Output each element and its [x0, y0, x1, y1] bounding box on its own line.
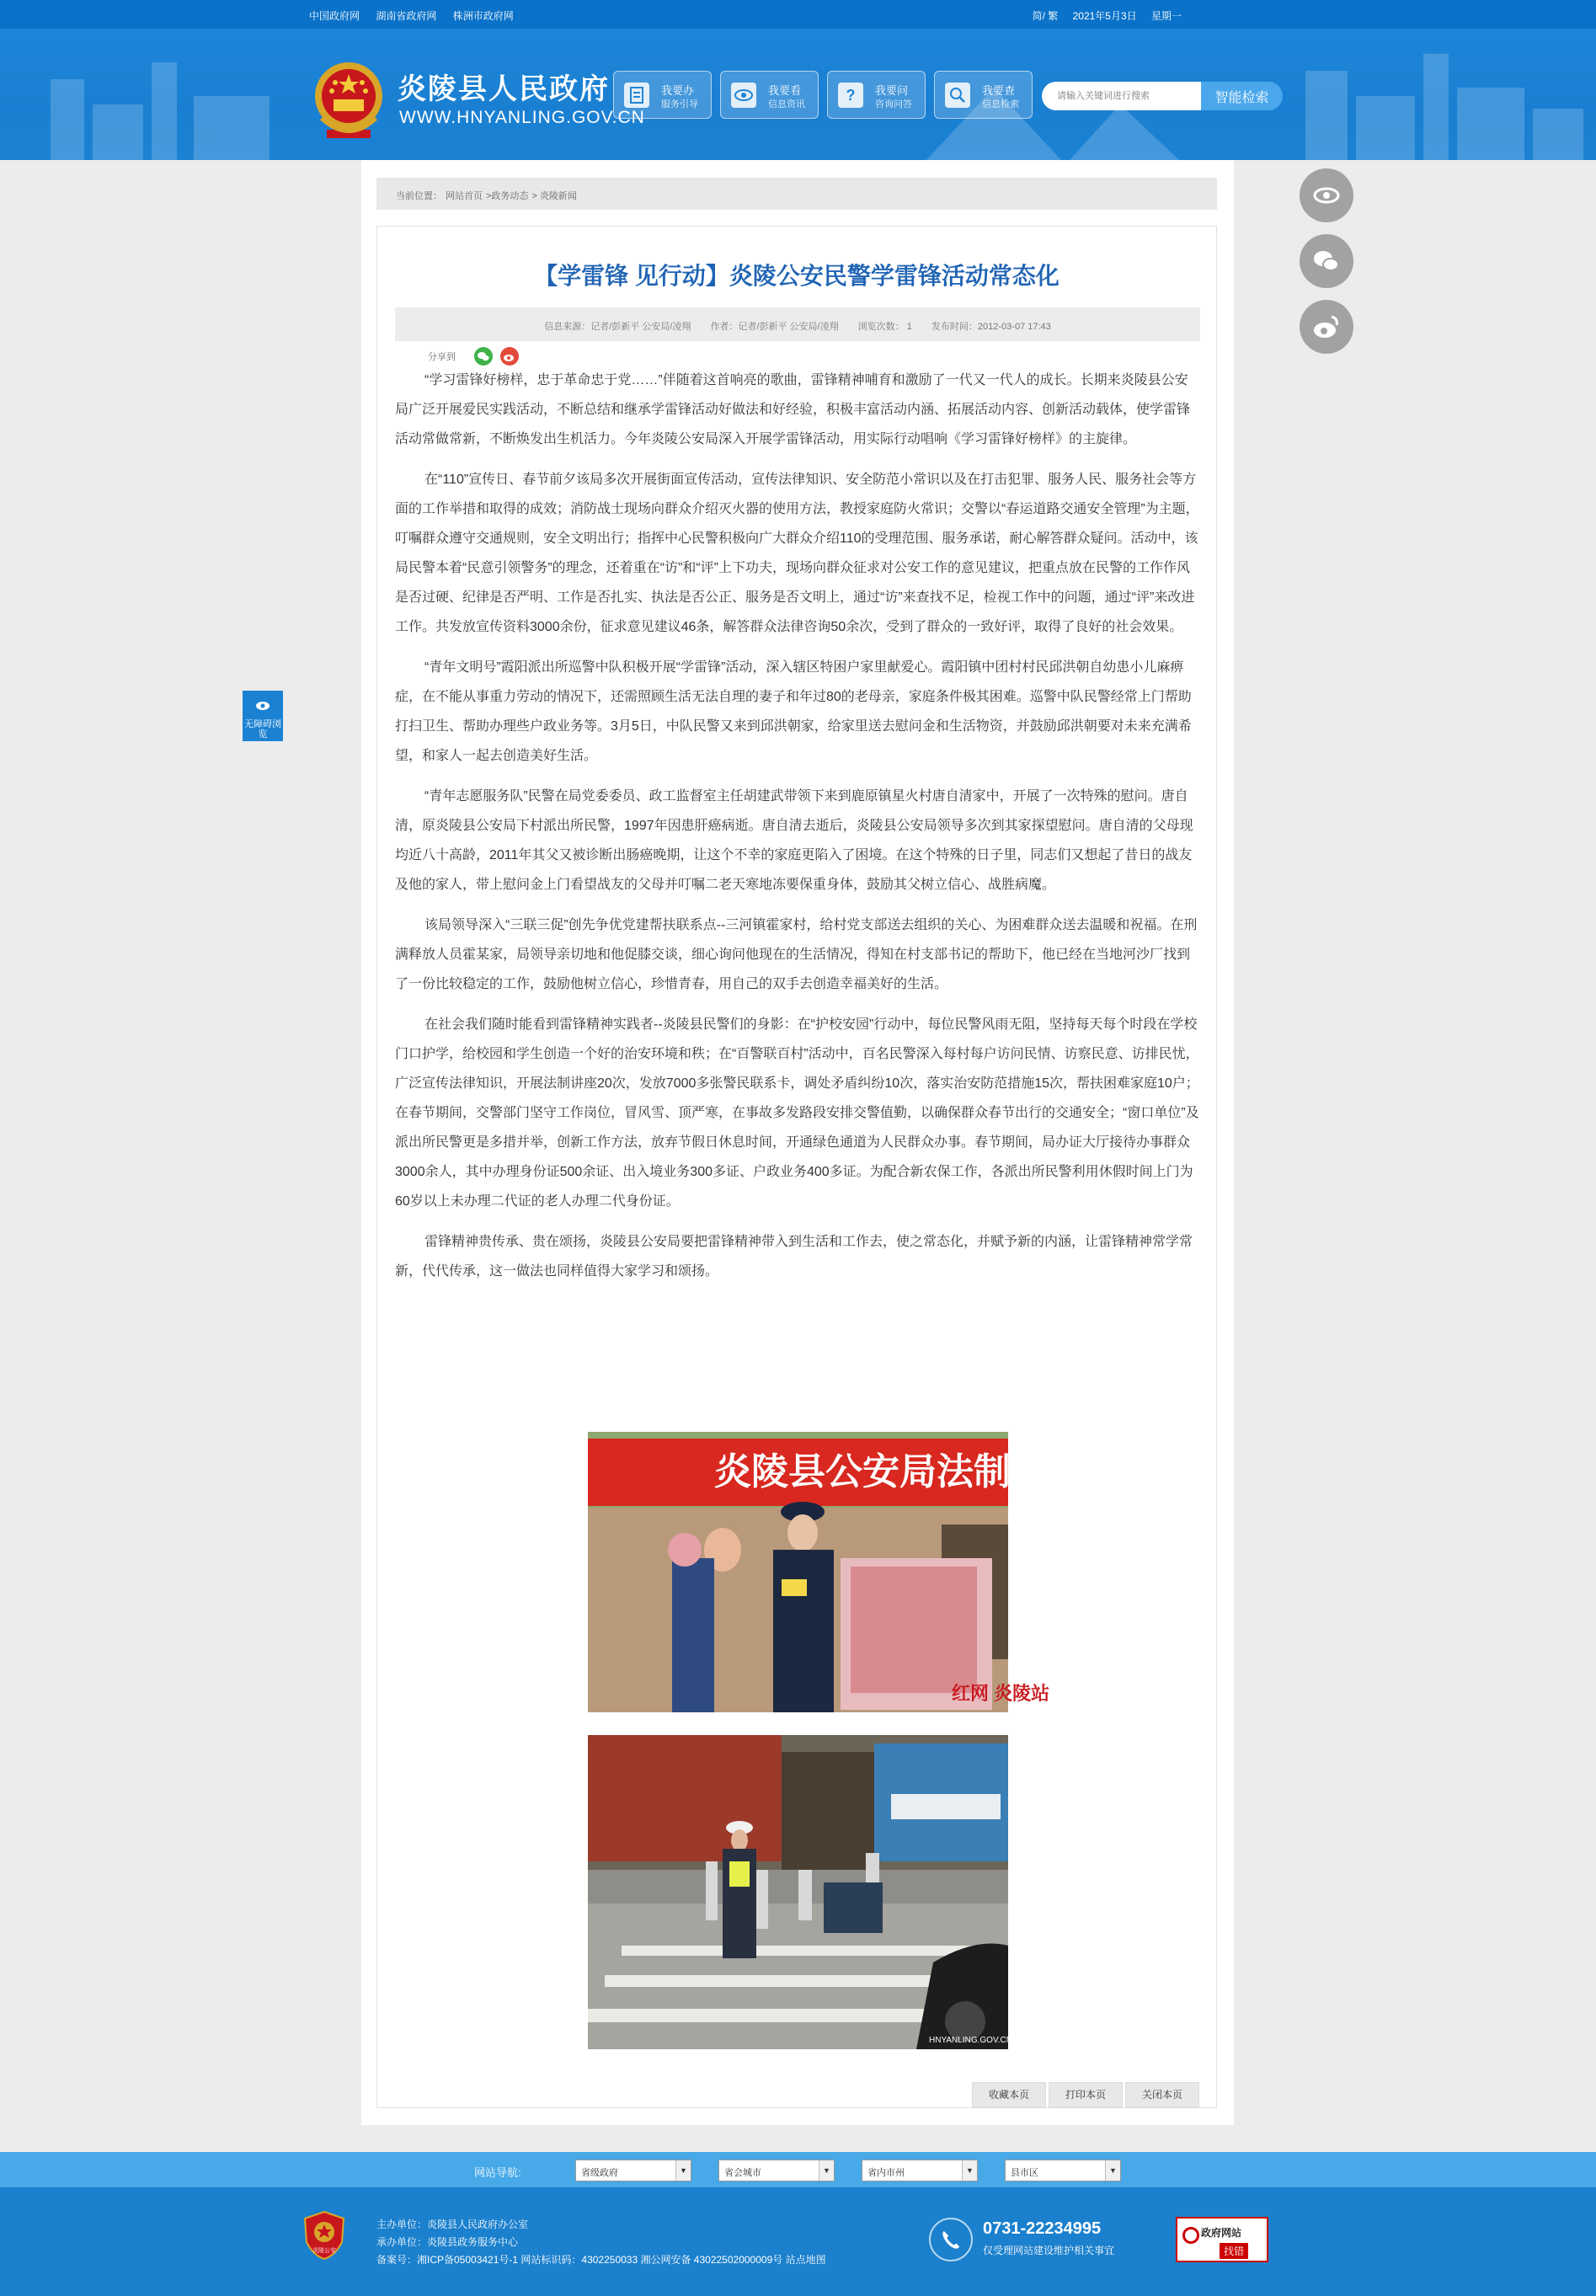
link-hunan-gov[interactable]: 湖南省政府网 — [376, 10, 437, 22]
paragraph: “青年文明号”霞阳派出所巡警中队积极开展“学雷锋”活动，深入辖区特困户家里献爱心。霞阳镇中团村村民邱洪朝自幼患小儿麻痹症，在不能从事重力劳动的情况下，还需照顾生活无法自理的妻子和年过80的老母亲，家庭条件极其困难。巡警中队民警经常上门帮助打扫卫生、帮助办理些户政业务等。3月5日，中队民警又来到邱洪朝家，给家里送去慰问金和生活物资，并鼓励邱洪朝要对未来充满希望，和家人一起去创造美好生活。 — [395, 660, 1192, 763]
print-page-button[interactable]: 打印本页 — [1049, 2082, 1123, 2107]
footer-nav-label: 网站导航: — [474, 2166, 521, 2179]
wechat-share-icon[interactable] — [474, 347, 493, 366]
nav-sub: 服务引导 — [661, 99, 698, 109]
article-photo-traffic — [588, 1735, 1012, 2049]
meta-author: 作者：记者/彭新平 公安局/凌翔 — [710, 322, 839, 332]
accessibility-eye-icon — [254, 697, 271, 714]
footer-phone: 0731-22234995 — [983, 2219, 1102, 2238]
chevron-down-icon: ▼ — [819, 2160, 834, 2181]
search-input[interactable] — [1042, 82, 1204, 110]
float-eye-button[interactable] — [1300, 168, 1353, 222]
breadcrumb-news[interactable]: >政务动态 — [486, 191, 529, 201]
meta-source: 信息来源：记者/彭新平 公安局/凌翔 — [544, 322, 691, 332]
photo-propaganda-image — [588, 1432, 1122, 1712]
magnifier-icon — [1182, 2227, 1199, 2244]
date-text: 2021年5月3日 — [1072, 10, 1137, 22]
nav-sub: 信息资讯 — [768, 99, 805, 109]
zhaocuo-action: 找错 — [1220, 2243, 1248, 2259]
nav-title: 我要办 — [661, 84, 695, 97]
national-emblem-icon — [310, 59, 387, 143]
select-value: 县市区 — [1011, 2168, 1038, 2178]
document-icon — [624, 83, 649, 108]
breadcrumb-home[interactable]: 网站首页 — [446, 191, 483, 201]
float-wechat-button[interactable] — [1300, 234, 1353, 288]
nav-services-button[interactable] — [613, 71, 712, 119]
paragraph: 在“110”宣传日、春节前夕该局多次开展街面宣传活动，宣传法律知识、安全防范小常识以及在打击犯罪、服务人民、服务社会等方面的工作举措和取得的成效；消防战士现场向群众介绍灭火器的使用方法，教授家庭防火常识；交警以“春运道路交通安全管理”为主题，叮嘱群众遵守交通规则，安全文明出行；指挥中心民警积极向广大群众介绍110的受理范围、服务承诺，耐心解答群众疑问。活动中，该局民警本着“民意引领警务”的理念，还着重在“访”和“评”上下功夫，现场向群众征求对公安工作的意见建议，把重点放在民警的工作作风是否过硬、纪律是否严明、工作是否扎实、执法是否公正、服务是否文明上，通过“访”来查找不足，检视工作中的问题，通过“评”来改进工作。共发放宣传资料3000余份，征求意见建议46条，解答群众法律咨询50余次，受到了群众的一致好评，取得了良好的社会效果。 — [395, 473, 1199, 634]
nav-title: 我要问 — [875, 84, 909, 97]
site-url: WWW.HNYANLING.GOV.CN — [399, 108, 645, 127]
footer-organizer: 承办单位：炎陵县政务服务中心 — [376, 2236, 519, 2248]
nav-info-button[interactable] — [720, 71, 819, 119]
article-body — [395, 366, 1200, 1297]
nav-title: 我要查 — [982, 84, 1016, 97]
weibo-icon — [1300, 300, 1353, 354]
photo-traffic-image — [588, 1735, 1012, 2049]
article-meta — [395, 307, 1200, 341]
favorite-page-button[interactable]: 收藏本页 — [972, 2082, 1046, 2107]
paragraph: 在社会我们随时能看到雷锋精神实践者--炎陵县民警们的身影：在“护校安园”行动中，每位民警风雨无阻，坚持每天每个时段在学校门口护学，给校园和学生创造一个好的治安环境和秩；在“百警联百村”活动中，百名民警深入每村每户访问民情、访察民意、访排民忧，广泛宣传法律知识，开展法制讲座20次，发放7000多张警民联系卡，调处矛盾纠纷10次，落实治安防范措施15次，帮扶困难家庭10户；在春节期间，交警部门坚守工作岗位，冒风雪、顶严寒，在事故多发路段安排交警值勤，以确保群众春节出行的交通安全；“窗口单位”及派出所民警更是多措并举，创新工作方法，放弃节假日休息时间，开通绿色通道为人民群众办事。春节期间，局办证大厅接待办事群众3000余人，其中办理身份证500余证、出入境业务300多证、户政业务400多证。为配合新农保工作，各派出所民警利用休假时间上门为60岁以上未办理二代证的老人办理二代身份证。 — [395, 1017, 1199, 1209]
footer-phone-note: 仅受理网站建设维护相关事宜 — [983, 2245, 1115, 2256]
weekday-text: 星期一 — [1150, 10, 1182, 22]
top-right — [1021, 8, 1182, 23]
meta-date: 发布时间：2012-03-07 17:43 — [931, 322, 1051, 332]
select-value: 省会城市 — [724, 2168, 761, 2178]
banner-text: 炎陵县公安局法制宣传点 — [714, 1451, 1122, 1492]
close-page-button[interactable]: 关闭本页 — [1125, 2082, 1199, 2107]
eye-icon — [731, 83, 756, 108]
nav-search-button[interactable] — [934, 71, 1033, 119]
breadcrumb-local[interactable]: > 炎陵新闻 — [531, 191, 577, 201]
footer-sponsor: 主办单位：炎陵县人民政府办公室 — [376, 2219, 529, 2230]
chevron-down-icon: ▼ — [675, 2160, 691, 2181]
breadcrumb-prefix: 当前位置： — [396, 191, 442, 201]
select-counties[interactable] — [1005, 2160, 1121, 2181]
link-central-gov[interactable]: 中国政府网 — [309, 10, 360, 22]
select-value: 省级政府 — [581, 2168, 618, 2178]
eye-icon — [1300, 168, 1353, 222]
photo-watermark: 红网 炎陵站 — [952, 1683, 1050, 1704]
select-value: 省内市州 — [867, 2168, 905, 2178]
paragraph: 雷锋精神贵传承、贵在颂扬，炎陵县公安局要把雷锋精神带入到生活和工作去，使之常态化，并赋予新的内涵，让雷锋精神常学常新，代代传承，这一做法也同样值得大家学习和颂扬。 — [395, 1235, 1193, 1279]
svg-text:?: ? — [846, 87, 856, 104]
site-header — [0, 29, 1596, 160]
site-name: 炎陵县人民政府 — [398, 73, 610, 105]
select-capital-city[interactable] — [718, 2160, 835, 2181]
phone-icon — [929, 2218, 973, 2261]
zhaocuo-title: 政府网站 — [1201, 2227, 1242, 2239]
accessibility-button[interactable] — [243, 691, 283, 741]
smart-search-button[interactable]: 智能检索 — [1201, 82, 1283, 110]
footer-nav — [0, 2152, 1596, 2187]
nav-ask-button[interactable] — [827, 71, 926, 119]
wechat-icon — [1300, 234, 1353, 288]
svg-text:炎陵公安: 炎陵公安 — [312, 2248, 336, 2254]
paragraph: “青年志愿服务队”民警在局党委委员、政工监督室主任胡建武带领下来到鹿原镇星火村唐自清家中，开展了一次特殊的慰问。唐自清，原炎陵县公安局下村派出所民警，1997年因患肝癌病逝。唐自清去逝后，炎陵县公安局领导多次到其家探望慰问。唐自清的父母现均近八十高龄，2011年其父又被诊断出肠癌晚期，让这个不幸的家庭更陷入了困境。在这个特殊的日子里，同志们又想起了昔日的战友及他的家人，带上慰问金上门看望战友的父母并叮嘱二老天寒地冻要保重身体，鼓励其父树立信心、战胜病魔。 — [395, 789, 1193, 892]
select-province-cities[interactable] — [862, 2160, 978, 2181]
float-weibo-button[interactable] — [1300, 300, 1353, 354]
breadcrumb — [376, 178, 1217, 210]
article-title: 【学雷锋 见行动】炎陵公安民警学雷锋活动常态化 — [534, 263, 1060, 289]
top-links — [309, 8, 527, 23]
question-icon — [838, 83, 863, 108]
police-badge-icon — [302, 2210, 347, 2261]
photo-watermark: HNYANLING.GOV.CN — [929, 2036, 1012, 2045]
site-footer — [0, 2187, 1596, 2296]
chevron-down-icon: ▼ — [1105, 2160, 1120, 2181]
accessibility-label: 无障碍浏览 — [244, 719, 281, 740]
meta-views: 浏览次数： 1 — [857, 322, 912, 332]
nav-sub: 咨询问答 — [875, 99, 912, 109]
search-icon — [945, 83, 970, 108]
lang-switch[interactable]: 简/ 繁 — [1032, 10, 1059, 22]
share-label: 分享到 — [428, 352, 456, 362]
footer-record[interactable]: 备案号：湘ICP备05003421号-1 网站标识码：4302250033 湘公网安备 43022502000009号 站点地图 — [376, 2254, 826, 2266]
link-zhuzhou-gov[interactable]: 株洲市政府网 — [452, 10, 514, 22]
top-bar — [0, 0, 1596, 29]
nav-title: 我要看 — [768, 84, 802, 97]
paragraph: “学习雷锋好榜样，忠于革命忠于党……”伴随着这首响亮的歌曲，雷锋精神哺育和激励了一代又一代人的成长。长期来炎陵县公安局广泛开展爱民实践活动，不断总结和继承学雷锋活动好做法和好经验，积极丰富活动内涵、拓展活动内容、创新活动载体，使学雷锋活动常做常新，不断焕发出生机活力。今年炎陵公安局深入开展学雷锋活动，用实际行动唱响《学习雷锋好榜样》的主旋律。 — [395, 373, 1191, 446]
article-photo-propaganda — [588, 1432, 1122, 1712]
select-provincial-gov[interactable] — [575, 2160, 691, 2181]
chevron-down-icon: ▼ — [962, 2160, 977, 2181]
paragraph: 该局领导深入“三联三促”创先争优党建帮扶联系点--三河镇霍家村，给村党支部送去组织的关心、为困难群众送去温暖和祝福。在刑满释放人员霍某家，局领导亲切地和他促膝交谈，细心询问他现在的生活情况，得知在村支部书记的帮助下，他已经在当地河沙厂找到了一份比较稳定的工作，鼓励他树立信心，珍惜青春，用自己的双手去创造幸福美好的生活。 — [395, 918, 1198, 991]
footer-info — [376, 2216, 826, 2269]
gov-site-error-report-button[interactable] — [1176, 2217, 1268, 2262]
weibo-share-icon[interactable] — [500, 347, 519, 366]
nav-sub: 信息检索 — [982, 99, 1019, 109]
